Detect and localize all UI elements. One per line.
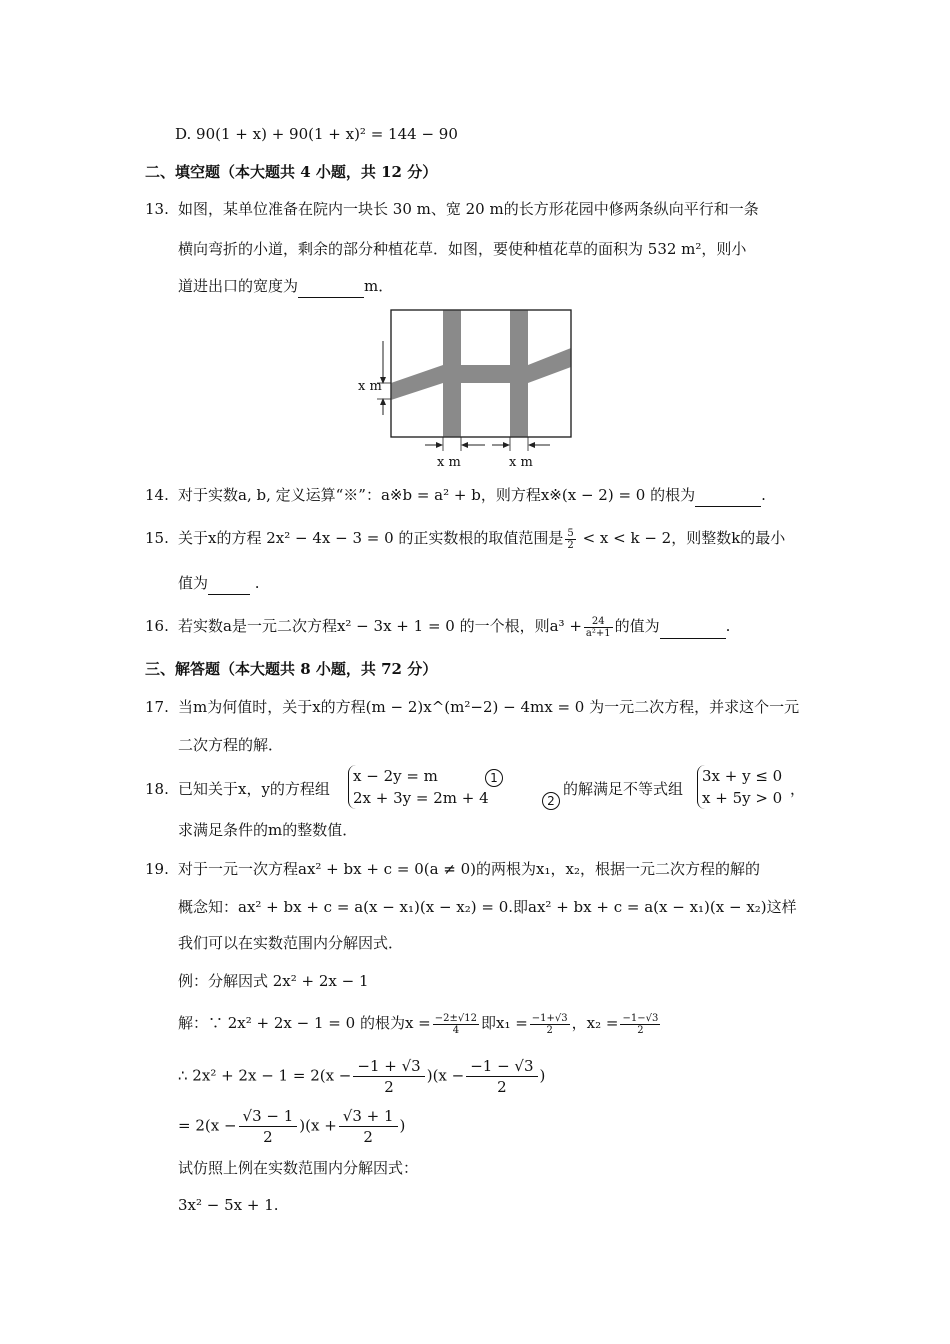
section-heading-answers: 三、解答题（本大题共 8 小题，共 72 分）: [145, 660, 438, 678]
question-19-solution-2: ∴ 2x² + 2x − 1 = 2(x − $\frac{-1 + √3}{2}$ )(x − $\frac{-1 - √3}{2}$ ): [178, 1057, 546, 1096]
question-text: 已知关于x，y的方程组: [178, 780, 330, 798]
comma: ，: [790, 780, 806, 798]
question-text: 的解满足不等式组: [563, 780, 684, 798]
question-15-line2: [178, 571, 260, 595]
circle-number-2: 2: [542, 792, 560, 810]
question-17-line2: 二次方程的解．: [178, 736, 284, 754]
garden-path-figure: [355, 305, 580, 473]
period: .: [725, 617, 731, 635]
figure-label-left: x m: [358, 379, 382, 394]
question-19-expression: 3x² − 5x + 1.: [178, 1196, 279, 1214]
question-text: 如图，某单位准备在院内一块长 30 m、宽 20 m的长方形花园中修两条纵向平行和一条: [178, 200, 759, 218]
unit: m．: [364, 277, 394, 295]
fraction: $\frac{-1-√3}{2}$: [622, 1012, 659, 1036]
question-text: 当m为何值时，关于x的方程(m − 2)x^(m²−2) − 4mx = 0 为一元二次方程，并求这个一元: [178, 698, 800, 716]
question-19-solution-3: = 2(x − $\frac{√3 - 1}{2}$ )(x + $\frac{√3 + 1}{2}$ ): [178, 1107, 406, 1146]
question-number: 19.: [145, 860, 169, 878]
question-number: 13.: [145, 200, 169, 218]
answer-blank: [298, 297, 364, 298]
question-text: < x < k − 2，则整数k的最小: [577, 529, 786, 547]
question-19-instruction: 试仿照上例在实数范围内分解因式：: [178, 1159, 419, 1177]
fraction: $\frac{-2\pm√12}{4}$: [434, 1012, 477, 1036]
fraction: $\frac{5}{2}$: [567, 527, 574, 551]
question-number: 14.: [145, 486, 169, 504]
question-text: 对于一元一次方程ax² + bx + c = 0(a ≠ 0)的两根为x₁，x₂，根据一元二次方程的解的: [178, 860, 760, 878]
question-text: 值为: [178, 574, 209, 592]
answer-blank: [208, 594, 250, 595]
section-heading-fill-in: 二、填空题（本大题共 4 小题，共 12 分）: [145, 163, 438, 181]
question-number: 16.: [145, 617, 169, 635]
question-13-line3: [178, 274, 393, 298]
question-18-line2: 求满足条件的m的整数值．: [178, 821, 358, 839]
fraction: $\frac{-1 - √3}{2}$: [466, 1056, 537, 1097]
question-text: 的值为: [614, 617, 660, 635]
question-18: [0, 765, 950, 813]
question-text: 若实数a是一元二次方程x² − 3x + 1 = 0 的一个根，则a³ +: [178, 617, 582, 635]
period: .: [250, 574, 260, 592]
circle-number-1: 1: [485, 769, 503, 787]
question-19-line2: 概念知：ax² + bx + c = a(x − x₁)(x − x₂) = 0.即ax² + bx + c = a(x − x₁)(x − x₂)这样: [178, 898, 797, 916]
figure-label-bottom-2: x m: [509, 455, 533, 470]
fraction: $\frac{-1+√3}{2}$: [531, 1012, 568, 1036]
answer-blank: [695, 506, 761, 507]
question-text: 对于实数a, b, 定义运算“※”：a※b = a² + b，则方程x※(x − 2) = 0 的根为: [178, 486, 696, 504]
question-text: 道进出口的宽度为: [178, 277, 299, 295]
question-19-solution-1: 解：∵ 2x² + 2x − 1 = 0 的根为x = $\frac{-2\pm√12}{4}$ 即x₁ = $\frac{-1+√3}{2}$ ，x₂ = $\frac{-1-√3}{2}$: [178, 1012, 659, 1036]
question-number: 15.: [145, 529, 169, 547]
figure-label-bottom-1: x m: [437, 455, 461, 470]
inequality-system: 3x + y ≤ 0 x + 5y > 0: [697, 765, 782, 809]
period: .: [761, 486, 766, 504]
fraction: $\frac{√3 - 1}{2}$: [239, 1106, 298, 1147]
question-text: 关于x的方程 2x² − 4x − 3 = 0 的正实数根的取值范围是: [178, 529, 564, 547]
question-19-example: 例：分解因式 2x² + 2x − 1: [178, 972, 369, 990]
question-number: 17.: [145, 698, 169, 716]
question-13-line2: 横向弯折的小道，剩余的部分种植花草．如图，要使种植花草的面积为 532 m²，则小: [178, 240, 747, 258]
question-number: 18.: [145, 780, 169, 798]
fraction: $\frac{-1 + √3}{2}$: [353, 1056, 424, 1097]
answer-blank: [660, 638, 726, 639]
option-d: D. 90(1 + x) + 90(1 + x)² = 144 − 90: [175, 125, 458, 143]
question-19-line3: 我们可以在实数范围内分解因式．: [178, 934, 404, 952]
fraction: $\frac{√3 + 1}{2}$: [339, 1106, 398, 1147]
equation-system: x − 2y = m 2x + 3y = 2m + 4: [348, 765, 489, 809]
fraction: $\frac{24}{\text{a²+1}}$: [585, 615, 611, 639]
